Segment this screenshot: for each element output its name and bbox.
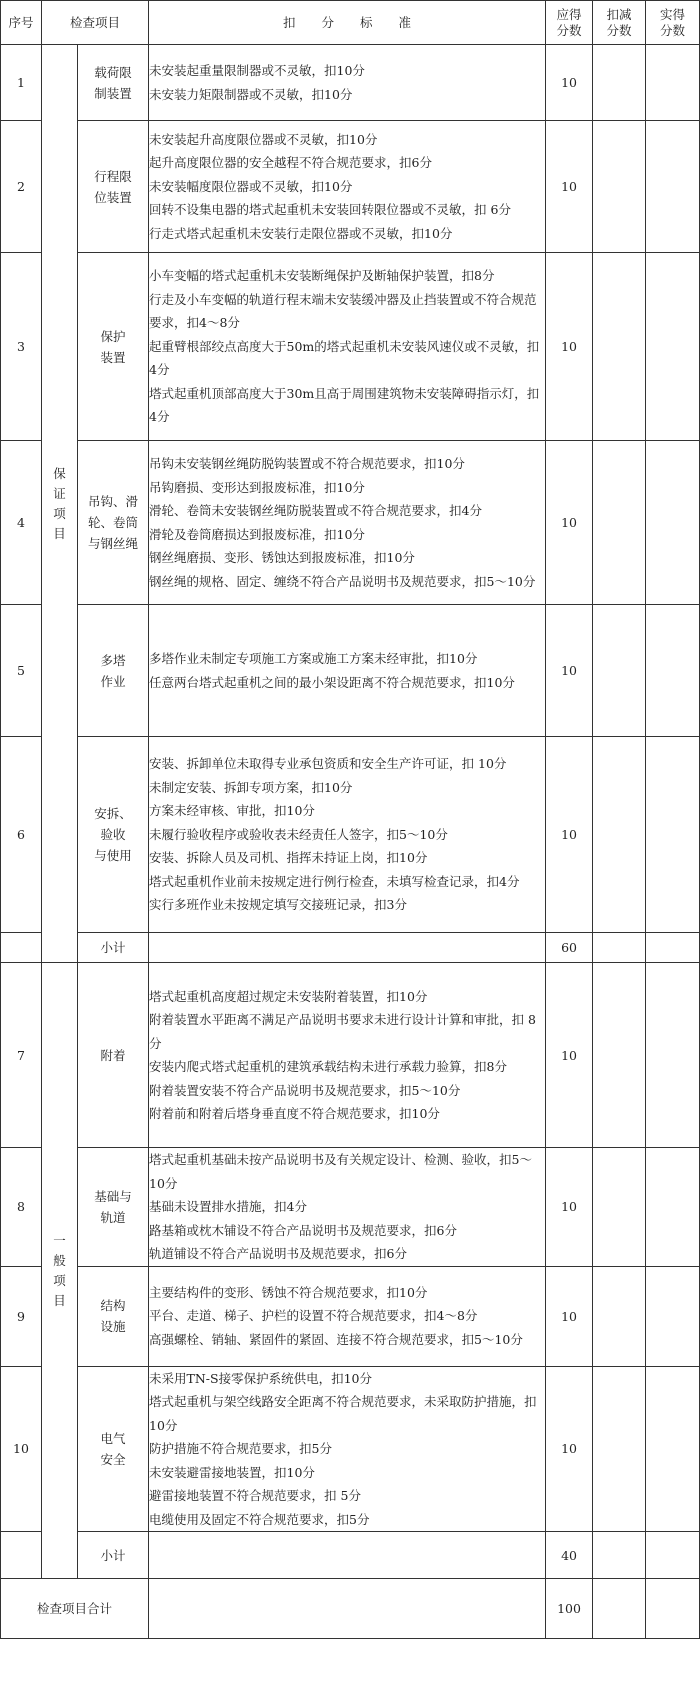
item-name — [78, 1148, 149, 1267]
criteria-line: 小车变幅的塔式起重机未安装断绳保护及断轴保护装置，扣8分 — [149, 268, 495, 284]
item-name-line: 结构 — [100, 1298, 126, 1313]
criteria-line: 吊钩未安装钢丝绳防脱钩装置或不符合规范要求，扣10分 — [149, 456, 465, 471]
criteria-line: 塔式起重机与架空线路安全距离不符合规范要求，未采取防护措施，扣10分 — [149, 1394, 537, 1433]
criteria-cell — [149, 605, 546, 737]
criteria-line: 滑轮、卷筒未安装钢丝绳防脱装置或不符合规范要求，扣4分 — [149, 503, 482, 518]
criteria-cell — [149, 253, 546, 441]
subtotal-actual — [646, 1532, 700, 1579]
item-name-line: 基础与 — [94, 1188, 132, 1204]
should-score: 10 — [546, 1148, 593, 1267]
criteria-line: 附着装置安装不符合产品说明书及规范要求，扣5～10分 — [149, 1082, 461, 1098]
criteria-line: 未安装力矩限制器或不灵敏，扣10分 — [149, 86, 353, 102]
row-number: 7 — [1, 963, 42, 1148]
criteria-line: 轨道铺设不符合产品说明书及规范要求，扣6分 — [149, 1246, 407, 1261]
item-name — [78, 121, 149, 253]
header-check-item: 检查项目 — [42, 1, 149, 45]
row-number: 9 — [1, 1266, 42, 1366]
criteria-cell — [149, 121, 546, 253]
table-row — [1, 737, 700, 933]
deduct-score — [593, 1266, 646, 1366]
subtotal-blank — [1, 933, 42, 963]
item-name-line: 安拆、 — [94, 806, 132, 821]
row-number: 6 — [1, 737, 42, 933]
criteria-line: 高强螺栓、销轴、紧固件的紧固、连接不符合规范要求，扣5～10分 — [149, 1331, 523, 1347]
criteria-line: 未安装起重量限制器或不灵敏，扣10分 — [149, 63, 365, 78]
item-name-line: 多塔 — [100, 652, 126, 668]
item-name-line: 轨道 — [100, 1209, 126, 1225]
table-row — [1, 963, 700, 1148]
item-name-line: 验收 — [100, 827, 126, 842]
category-label: 一般项目 — [53, 1232, 66, 1308]
deduct-score — [593, 441, 646, 605]
item-name-line: 吊钩、滑 — [88, 494, 139, 509]
subtotal-actual — [646, 933, 700, 963]
item-name-line: 位装置 — [94, 189, 132, 205]
should-score: 10 — [546, 441, 593, 605]
item-name-line: 与使用 — [94, 848, 132, 863]
row-number: 1 — [1, 45, 42, 121]
total-score: 100 — [546, 1579, 593, 1639]
criteria-line: 钢丝绳的规格、固定、缠绕不符合产品说明书及规范要求，扣5～10分 — [149, 573, 536, 589]
should-score: 10 — [546, 121, 593, 253]
item-name — [78, 1366, 149, 1532]
header-no: 序号 — [1, 1, 42, 45]
should-score: 10 — [546, 605, 593, 737]
table-row — [1, 441, 700, 605]
criteria-line: 防护措施不符合规范要求，扣5分 — [149, 1441, 332, 1456]
row-number: 3 — [1, 253, 42, 441]
item-name-line: 装置 — [100, 349, 126, 365]
criteria-line: 未安装避雷接地装置，扣10分 — [149, 1464, 315, 1480]
actual-score — [646, 121, 700, 253]
criteria-line: 未履行验收程序或验收表未经责任人签字，扣5～10分 — [149, 826, 448, 842]
row-number: 10 — [1, 1366, 42, 1532]
item-name-line: 轮、卷筒 — [88, 515, 139, 530]
item-name-line: 行程限 — [94, 168, 132, 184]
subtotal-row — [1, 933, 700, 963]
item-name-line: 制装置 — [94, 85, 132, 101]
subtotal-criteria-blank — [149, 1532, 546, 1579]
item-name-line: 载荷限 — [94, 64, 132, 80]
criteria-line: 未采用TN-S接零保护系统供电，扣10分 — [149, 1370, 372, 1386]
criteria-line: 起升高度限位器的安全越程不符合规范要求，扣6分 — [149, 155, 432, 171]
criteria-line: 塔式起重机基础未按产品说明书及有关规定设计、检测、验收，扣5～10分 — [149, 1152, 532, 1191]
table-row — [1, 45, 700, 121]
row-number: 5 — [1, 605, 42, 737]
actual-score — [646, 1366, 700, 1532]
criteria-cell — [149, 963, 546, 1148]
criteria-line: 安装内爬式塔式起重机的建筑承载结构未进行承载力验算，扣8分 — [149, 1059, 507, 1074]
item-name-line: 附着 — [100, 1047, 126, 1063]
total-actual — [646, 1579, 700, 1639]
should-score: 10 — [546, 1366, 593, 1532]
item-name — [78, 1266, 149, 1366]
item-name — [78, 45, 149, 121]
table-row — [1, 1148, 700, 1267]
subtotal-criteria-blank — [149, 933, 546, 963]
subtotal-score: 40 — [546, 1532, 593, 1579]
should-score: 10 — [546, 963, 593, 1148]
deduct-score — [593, 963, 646, 1148]
criteria-line: 塔式起重机作业前未按规定进行例行检查，未填写检查记录，扣4分 — [149, 873, 520, 889]
criteria-line: 方案未经审核、审批，扣10分 — [149, 803, 315, 819]
item-name-line: 与钢丝绳 — [88, 536, 139, 551]
header-actual-score: 实得 分数 — [646, 1, 700, 45]
header-criteria: 扣分标准 — [149, 1, 546, 45]
criteria-cell — [149, 1266, 546, 1366]
criteria-line: 安装、拆除人员及司机、指挥未持证上岗，扣10分 — [149, 850, 428, 866]
total-deduct — [593, 1579, 646, 1639]
item-name-line: 设施 — [100, 1319, 126, 1334]
criteria-line: 未制定安装、拆卸专项方案，扣10分 — [149, 779, 353, 795]
header-row — [1, 1, 700, 45]
criteria-line: 任意两台塔式起重机之间的最小架设距离不符合规范要求，扣10分 — [149, 674, 515, 690]
subtotal-label: 小计 — [78, 933, 149, 963]
deduct-score — [593, 737, 646, 933]
should-score: 10 — [546, 1266, 593, 1366]
criteria-line: 行走及小车变幅的轨道行程末端未安装缓冲器及止挡装置或不符合规范要求，扣4～8分 — [149, 291, 537, 331]
criteria-line: 塔式起重机顶部高度大于30m且高于周围建筑物未安装障碍指示灯，扣4分 — [149, 385, 540, 425]
row-number: 4 — [1, 441, 42, 605]
deduct-score — [593, 1148, 646, 1267]
should-score: 10 — [546, 253, 593, 441]
deduct-score — [593, 1366, 646, 1532]
subtotal-score: 60 — [546, 933, 593, 963]
criteria-cell — [149, 441, 546, 605]
subtotal-blank — [1, 1532, 42, 1579]
criteria-line: 安装、拆卸单位未取得专业承包资质和安全生产许可证，扣 10分 — [149, 756, 507, 772]
item-name-line: 电气 — [100, 1430, 126, 1446]
item-name-line: 保护 — [100, 328, 126, 344]
header-deduct-score: 扣减 分数 — [593, 1, 646, 45]
actual-score — [646, 45, 700, 121]
table-row — [1, 1366, 700, 1532]
criteria-line: 钢丝绳磨损、变形、锈蚀达到报废标准，扣10分 — [149, 550, 415, 565]
item-name — [78, 737, 149, 933]
deduct-score — [593, 45, 646, 121]
criteria-cell — [149, 45, 546, 121]
actual-score — [646, 1266, 700, 1366]
table-row — [1, 605, 700, 737]
table-row — [1, 121, 700, 253]
total-label: 检查项目合计 — [1, 1579, 149, 1639]
subtotal-deduct — [593, 1532, 646, 1579]
criteria-cell — [149, 1148, 546, 1267]
actual-score — [646, 441, 700, 605]
deduct-score — [593, 605, 646, 737]
item-name — [78, 441, 149, 605]
criteria-line: 塔式起重机高度超过规定未安装附着装置，扣10分 — [149, 988, 428, 1004]
actual-score — [646, 1148, 700, 1267]
row-number: 2 — [1, 121, 42, 253]
row-number: 8 — [1, 1148, 42, 1267]
actual-score — [646, 605, 700, 737]
criteria-line: 实行多班作业未按规定填写交接班记录，扣3分 — [149, 897, 407, 913]
subtotal-label: 小计 — [78, 1532, 149, 1579]
criteria-line: 路基箱或枕木铺设不符合产品说明书及规范要求，扣6分 — [149, 1222, 457, 1238]
criteria-line: 附着前和附着后塔身垂直度不符合规范要求，扣10分 — [149, 1106, 440, 1121]
subtotal-deduct — [593, 933, 646, 963]
category-cell — [42, 45, 78, 963]
item-name-line: 安全 — [100, 1451, 126, 1467]
category-cell — [42, 963, 78, 1579]
criteria-cell — [149, 737, 546, 933]
criteria-line: 吊钩磨损、变形达到报废标准，扣10分 — [149, 479, 365, 495]
category-label: 保证项目 — [53, 465, 66, 541]
criteria-line: 附着装置水平距离不满足产品说明书要求未进行设计计算和审批，扣 8分 — [149, 1012, 536, 1051]
criteria-line: 避雷接地装置不符合规范要求，扣 5分 — [149, 1488, 361, 1503]
item-name — [78, 253, 149, 441]
criteria-line: 电缆使用及固定不符合规范要求，扣5分 — [149, 1511, 370, 1527]
criteria-line: 起重臂根部绞点高度大于50m的塔式起重机未安装风速仪或不灵敏，扣4分 — [149, 338, 540, 378]
actual-score — [646, 963, 700, 1148]
criteria-line: 主要结构件的变形、锈蚀不符合规范要求，扣10分 — [149, 1284, 428, 1300]
deduct-score — [593, 121, 646, 253]
deduct-score — [593, 253, 646, 441]
table-row — [1, 1266, 700, 1366]
actual-score — [646, 253, 700, 441]
criteria-line: 滑轮及卷筒磨损达到报废标准，扣10分 — [149, 526, 365, 542]
criteria-line: 平台、走道、梯子、护栏的设置不符合规范要求，扣4～8分 — [149, 1308, 478, 1324]
total-row — [1, 1579, 700, 1639]
criteria-line: 多塔作业未制定专项施工方案或施工方案未经审批，扣10分 — [149, 651, 478, 666]
subtotal-row — [1, 1532, 700, 1579]
criteria-line: 未安装起升高度限位器或不灵敏，扣10分 — [149, 131, 378, 147]
item-name — [78, 605, 149, 737]
table-row — [1, 253, 700, 441]
criteria-line: 基础未设置排水措施，扣4分 — [149, 1199, 307, 1214]
item-name-line: 作业 — [100, 673, 126, 689]
total-criteria-blank — [149, 1579, 546, 1639]
header-should-score: 应得 分数 — [546, 1, 593, 45]
should-score: 10 — [546, 737, 593, 933]
criteria-cell — [149, 1366, 546, 1532]
item-name — [78, 963, 149, 1148]
criteria-line: 回转不设集电器的塔式起重机未安装回转限位器或不灵敏，扣 6分 — [149, 202, 511, 218]
criteria-line: 未安装幅度限位器或不灵敏，扣10分 — [149, 178, 353, 194]
criteria-line: 行走式塔式起重机未安装行走限位器或不灵敏，扣10分 — [149, 225, 453, 241]
actual-score — [646, 737, 700, 933]
should-score: 10 — [546, 45, 593, 121]
